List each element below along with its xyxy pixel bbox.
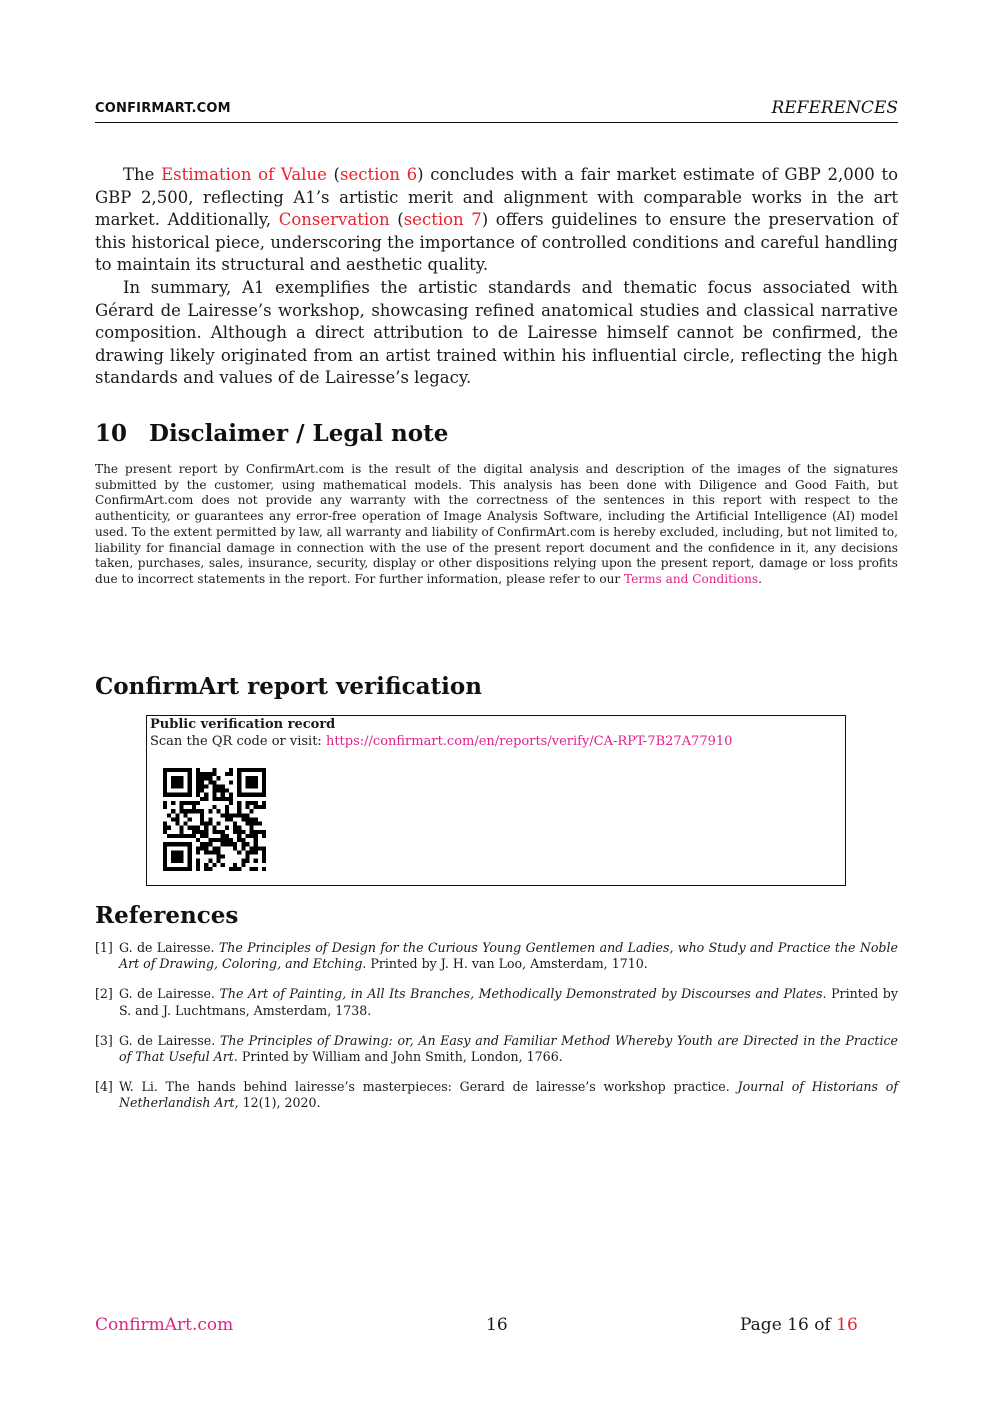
reference-details: . Printed by S. and J. Luchtmans, Amsterdam, 1738.	[119, 986, 898, 1018]
text-run: ) concludes with a fair market estimate of GBP 2,000 to GBP 2,500, reflecting A1’s artistic merit and alignment with comparable works in the art market. Additionally,	[95, 165, 899, 230]
text-run: Page 16 of	[740, 1315, 837, 1335]
section-6-link[interactable]: section 6	[340, 165, 418, 184]
reference-item	[95, 1033, 898, 1065]
reference-details: . Printed by J. H. van Loo, Amsterdam, 1710.	[362, 956, 648, 972]
reference-index: [1]	[95, 940, 113, 955]
summary-paragraph-1	[95, 164, 898, 277]
reference-author: G. de Lairesse.	[119, 1032, 220, 1048]
text-run: ) offers guidelines to ensure the preservation of this historical piece, underscoring the importance of controlled conditions and careful handling to maintain its structural and aesthetic quality.	[95, 210, 899, 275]
summary-text	[95, 164, 898, 390]
section-title: Disclaimer / Legal note	[149, 420, 449, 447]
disclaimer-heading	[95, 420, 448, 447]
verification-scan-line	[150, 734, 732, 749]
reference-title: Journal of Historians of Netherlandish Art	[119, 1079, 898, 1111]
section-number: 10	[95, 420, 128, 447]
reference-item	[95, 986, 898, 1018]
references-list	[95, 940, 898, 1126]
header-rule	[95, 122, 898, 123]
disclaimer-text	[95, 462, 898, 588]
conservation-link[interactable]: Conservation	[278, 210, 390, 230]
reference-details: . Printed by William and John Smith, London, 1766.	[233, 1049, 563, 1065]
footer-site-link[interactable]: ConfirmArt.com	[95, 1315, 234, 1335]
footer-page-of	[740, 1315, 858, 1335]
text-run: The	[123, 165, 162, 184]
reference-item	[95, 1079, 898, 1111]
text-run: (	[389, 210, 404, 230]
verification-heading: ConfirmArt report verification	[95, 673, 482, 700]
reference-item	[95, 940, 898, 972]
references-heading: References	[95, 902, 239, 929]
verification-url-link[interactable]: https://confirmart.com/en/reports/verify/CA-RPT-7B27A77910	[325, 734, 733, 749]
reference-index: [4]	[95, 1079, 113, 1095]
text-run: (	[326, 165, 340, 184]
section-7-link[interactable]: section 7	[403, 210, 482, 230]
header-logo: CONFIRMART.COM	[95, 101, 231, 116]
text-run: Scan the QR code or visit:	[150, 734, 326, 749]
reference-title: The Principles of Design for the Curious Young Gentlemen and Ladies, who Study and Practice the Noble Art of Drawing, Coloring, and Etching	[119, 940, 898, 972]
verification-record-title: Public verification record	[150, 717, 336, 732]
footer-last-page-link[interactable]: 16	[836, 1315, 858, 1335]
reference-title: The Principles of Drawing: or, An Easy and Familiar Method Whereby Youth are Directed in the Practice of That Useful Art	[119, 1032, 898, 1065]
terms-and-conditions-link[interactable]: Terms and Conditions	[624, 571, 759, 586]
reference-author: W. Li. The hands behind lairesse’s masterpieces: Gerard de lairesse’s workshop practice.	[119, 1079, 738, 1095]
reference-index: [2]	[95, 986, 113, 1002]
text-run: .	[758, 571, 762, 586]
reference-author: G. de Lairesse.	[119, 940, 219, 955]
reference-author: G. de Lairesse.	[119, 986, 220, 1002]
reference-title: The Art of Painting, in All Its Branches, Methodically Demonstrated by Discourses and Plates	[219, 986, 823, 1002]
reference-index: [3]	[95, 1032, 113, 1048]
reference-details: , 12(1), 2020.	[234, 1095, 321, 1111]
summary-paragraph-2: In summary, A1 exemplifies the artistic standards and thematic focus associated with Gérard de Lairesse’s workshop, showcasing refined anatomical studies and classical narrative composition. Although a direct attribution to de Lairesse himself cannot be confirmed, the drawing likely originated from an artist trained within his influential circle, reflecting the high standards and values of de Lairesse’s legacy.	[95, 277, 898, 388]
qr-code-icon[interactable]	[163, 768, 266, 871]
text-run: The present report by ConfirmArt.com is the result of the digital analysis and description of the images of the signatures submitted by the customer, using mathematical models. This analysis has been done with Diligence and Good Faith, but ConfirmArt.com does not provide any warranty with the correctness of the sentences in this report with respect to the authenticity, or guarantees any error-free operation of Image Analysis Software, including the Artificial Intelligence (AI) model used. To the extent permitted by law, all warranty and liability of ConfirmArt.com is hereby excluded, including, but not limited to, liability for financial damage in connection with the use of the present report document and the confidence in it, any decisions taken, purchases, sales, insurance, security, display or other dispositions relying upon the present report, damage or loss profits due to incorrect statements in the report. For further information, please refer to our	[95, 462, 898, 586]
footer-page-number: 16	[486, 1315, 508, 1335]
header-section-title: REFERENCES	[771, 98, 898, 118]
estimation-of-value-link[interactable]: Estimation of Value	[161, 165, 327, 184]
